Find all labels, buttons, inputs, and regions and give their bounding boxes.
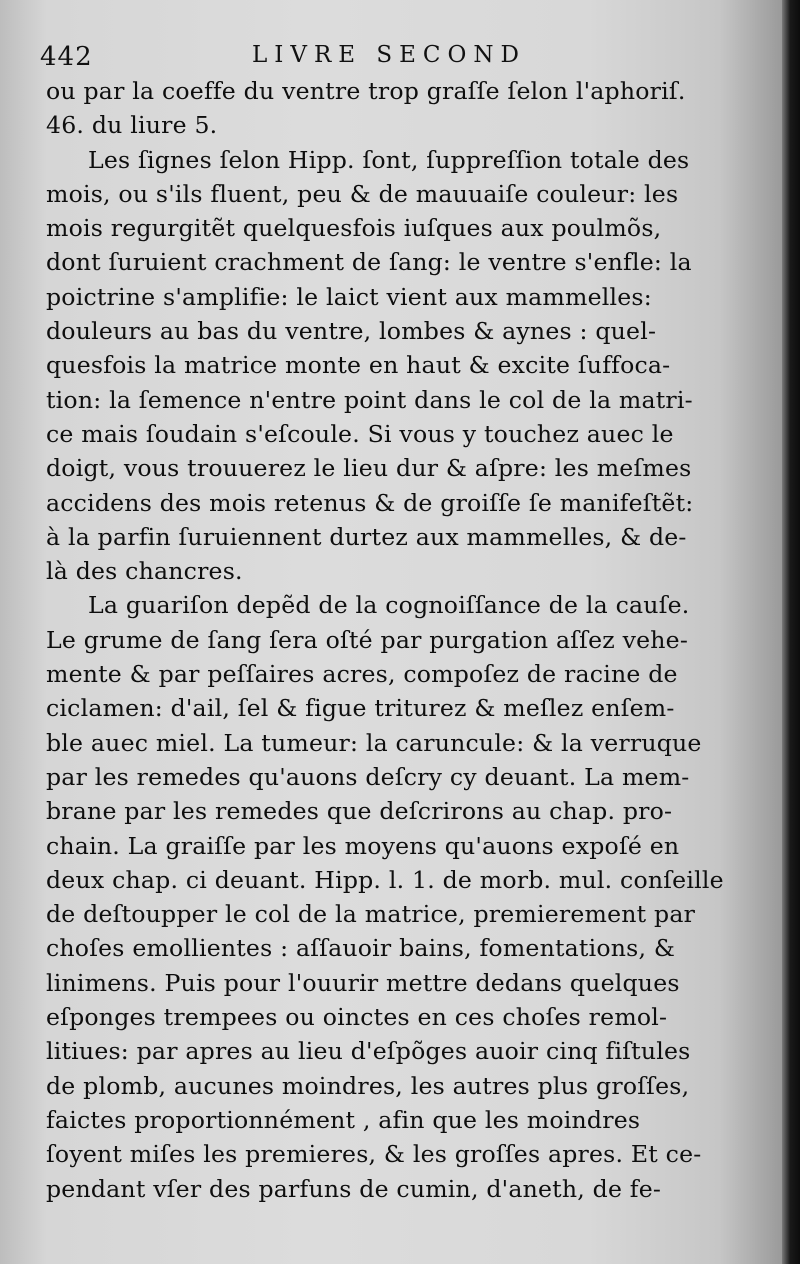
text-line: eſponges trempees ou oinctes en ces choſes remol-	[46, 1003, 668, 1032]
text-line: La guariſon depẽd de la cognoiſſance de la cauſe.	[88, 591, 690, 620]
text-line: ce mais ſoudain s'eſcoule. Si vous y touchez auec le	[46, 419, 674, 448]
text-line: quesfois la matrice monte en haut & excite ſuffoca-	[46, 351, 671, 380]
text-line: chain. La graiſſe par les moyens qu'auons expoſé en	[46, 831, 680, 860]
text-line: pendant vſer des parfuns de cumin, d'aneth, de fe-	[46, 1174, 662, 1203]
text-line: doigt, vous trouuerez le lieu dur & aſpre: les meſmes	[46, 454, 692, 483]
text-line: choſes emollientes : aſſauoir bains, fomentations, &	[46, 934, 676, 963]
text-line: poictrine s'amplifie: le laict vient aux mammelles:	[46, 282, 652, 311]
body-text	[46, 74, 736, 1206]
text-line: Le grume de ſang ſera oſté par purgation aſſez vehe-	[46, 625, 688, 654]
text-line: à la parfin ſuruiennent durtez aux mammelles, & de-	[46, 522, 687, 551]
text-line: tion: la ſemence n'entre point dans le col de la matri-	[46, 385, 693, 414]
text-line: douleurs au bas du ventre, lombes & aynes : quel-	[46, 317, 657, 346]
text-line: mois regurgitẽt quelquesfois iuſques aux poulmõs,	[46, 214, 662, 243]
text-line: là des chancres.	[46, 557, 243, 586]
page-header	[40, 38, 740, 78]
text-line: litiues: par apres au lieu d'eſpõges auoir cinq fiſtules	[46, 1037, 691, 1066]
text-line: dont ſuruient crachment de ſang: le ventre s'enfle: la	[46, 248, 692, 277]
text-line: Les ſignes ſelon Hipp. ſont, ſuppreſſion totale des	[88, 145, 690, 174]
text-line: de deſtoupper le col de la matrice, premierement par	[46, 900, 696, 929]
page-number: 442	[40, 42, 93, 72]
text-line: faictes proportionnément , afin que les moindres	[46, 1105, 641, 1134]
text-line: 46. du liure 5.	[46, 111, 218, 140]
text-line: accidens des mois retenus & de groiſſe ſe manifeſtẽt:	[46, 488, 694, 517]
text-line: ble auec miel. La tumeur: la caruncule: & la verruque	[46, 728, 702, 757]
text-line: par les remedes qu'auons deſcry cy deuant. La mem-	[46, 762, 690, 791]
text-line: ou par la coeffe du ventre trop graſſe ſelon l'aphoriſ.	[46, 77, 686, 105]
text-line: de plomb, aucunes moindres, les autres plus groſſes,	[46, 1071, 690, 1100]
text-line: ciclamen: d'ail, ſel & figue triturez & meſlez enſem-	[46, 694, 675, 723]
text-line: mente & par peſſaires acres, compoſez de racine de	[46, 660, 678, 689]
book-edge-shadow	[782, 0, 800, 1264]
running-head: LIVRE SECOND	[252, 42, 526, 68]
text-line: ſoyent miſes les premieres, & les groſſes apres. Et ce-	[46, 1140, 702, 1169]
text-line: brane par les remedes que deſcrirons au chap. pro-	[46, 797, 673, 826]
text-line: linimens. Puis pour l'ouurir mettre dedans quelques	[46, 968, 680, 997]
text-line: deux chap. ci deuant. Hipp. l. 1. de morb. mul. conſeille	[46, 865, 724, 894]
text-line: mois, ou s'ils fluent, peu & de mauuaiſe couleur: les	[46, 179, 679, 208]
